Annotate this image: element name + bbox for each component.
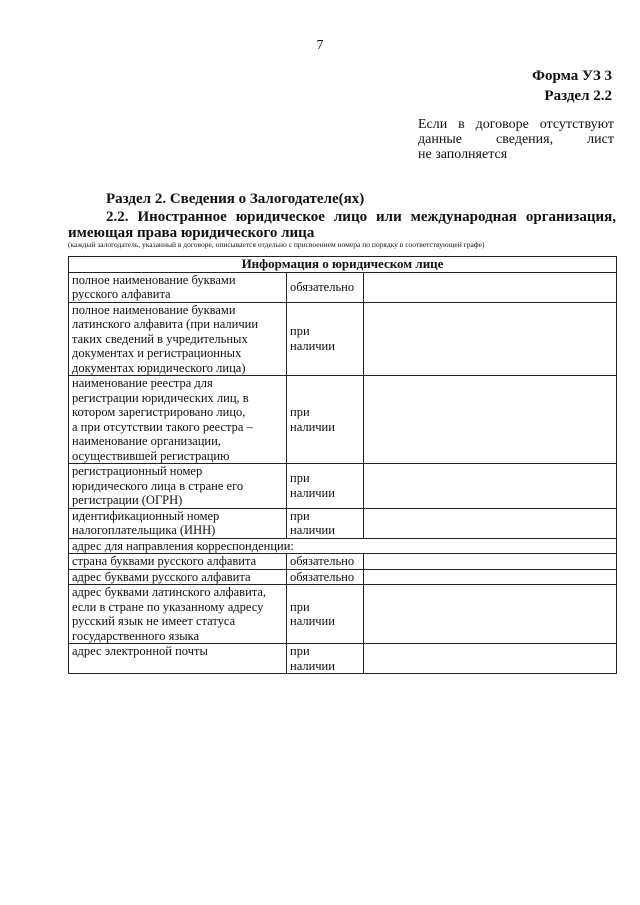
field-label-cell (69, 508, 287, 538)
cell-line: таких сведений в учредительных (72, 331, 248, 346)
requirement-cell (287, 464, 364, 509)
table-row (69, 464, 617, 509)
cell-line: русский язык не имеет статуса (72, 614, 236, 628)
requirement-cell (287, 508, 364, 538)
cell-line: наличии (290, 338, 335, 353)
cell-line: обязательно (290, 554, 355, 568)
field-label-cell (69, 376, 287, 464)
cell-line: при (290, 508, 310, 523)
cell-line: документах и регистрационных (72, 346, 242, 360)
cell-line: наличии (290, 523, 335, 537)
value-cell[interactable] (364, 376, 617, 464)
table-row (69, 272, 617, 302)
cell-line: наличии (290, 614, 335, 628)
cell-line: адрес электронной почты (72, 644, 208, 658)
requirement-cell (287, 644, 364, 674)
cell-line: полное наименование буквами (72, 272, 236, 287)
cell-line: при (290, 644, 310, 658)
cell-line: идентификационный номер (72, 508, 220, 523)
requirement-cell (287, 554, 364, 570)
value-cell[interactable] (364, 464, 617, 509)
subsection-title-line-2: имеющая права юридического лица (68, 225, 315, 241)
cell-line: адрес буквами русского алфавита (72, 569, 251, 584)
footnote: (каждый залогодатель, указанный в договоре, описывается отдельно с присвоением номера по порядку в соответствующей графе) (68, 240, 485, 249)
requirement-cell (287, 569, 364, 585)
field-label-cell (69, 585, 287, 644)
value-cell[interactable] (364, 508, 617, 538)
cell-line: при (290, 471, 310, 486)
cell-line: адрес буквами латинского алфавита, (72, 585, 267, 599)
cell-line: государственного языка (72, 628, 200, 643)
table-row (69, 644, 617, 674)
cell-line: обязательно (290, 569, 355, 584)
section-title: Раздел 2. Сведения о Залогодателе(ях) (106, 191, 365, 207)
requirement-cell (287, 272, 364, 302)
cell-line: обязательно (290, 279, 355, 294)
subsection-title-line-1: 2.2. Иностранное юридическое лицо или международная организация, (106, 209, 616, 225)
cell-line: налогоплательщика (ИНН) (72, 523, 216, 537)
table-row (69, 585, 617, 644)
cell-line: документах юридического лица) (72, 360, 246, 375)
subsection-title (68, 209, 616, 241)
requirement-cell (287, 585, 364, 644)
field-label-cell (69, 464, 287, 509)
address-header-row (69, 538, 617, 554)
table-row (69, 508, 617, 538)
value-cell[interactable] (364, 302, 617, 376)
cell-line: регистрации (ОГРН) (72, 493, 183, 507)
cell-line: котором зарегистрировано лицо, (72, 405, 246, 419)
note-line-2: данные сведения, лист (418, 132, 614, 147)
empty-sheet-note (418, 117, 614, 162)
value-cell[interactable] (364, 554, 617, 570)
table-row (69, 569, 617, 585)
field-label-cell (69, 302, 287, 376)
value-cell[interactable] (364, 272, 617, 302)
field-label-cell (69, 569, 287, 585)
requirement-cell (287, 376, 364, 464)
cell-line: полное наименование буквами (72, 302, 236, 317)
form-code: Форма УЗ 3 (532, 68, 612, 84)
field-label-cell (69, 272, 287, 302)
cell-line: при (290, 324, 310, 339)
table-header-row (69, 257, 617, 273)
cell-line: русского алфавита (72, 287, 171, 301)
cell-line: осуществившей регистрацию (72, 448, 230, 463)
field-label-cell (69, 644, 287, 674)
cell-line: а при отсутствии такого реестра – (72, 419, 253, 434)
requirement-cell (287, 302, 364, 376)
form-section: Раздел 2.2 (544, 88, 612, 104)
note-line-1: Если в договоре отсутствуют (418, 117, 614, 132)
table-row (69, 554, 617, 570)
cell-line: наличии (290, 419, 335, 434)
cell-line: регистрации юридических лиц, в (72, 390, 249, 405)
cell-line: наличии (290, 658, 335, 673)
legal-entity-info-table (68, 256, 617, 674)
cell-line: юридического лица в стране его (72, 478, 244, 493)
form-code-block (532, 66, 612, 106)
cell-line: страна буквами русского алфавита (72, 554, 257, 568)
cell-line: латинского алфавита (при наличии (72, 317, 259, 331)
note-line-3: не заполняется (418, 147, 508, 162)
cell-line: при (290, 405, 310, 419)
table-row (69, 302, 617, 376)
cell-line: при (290, 599, 310, 614)
value-cell[interactable] (364, 644, 617, 674)
table-header: Информация о юридическом лице (69, 257, 617, 273)
cell-line: если в стране по указанному адресу (72, 599, 264, 614)
address-header: адрес для направления корреспонденции: (69, 538, 617, 554)
field-label-cell (69, 554, 287, 570)
cell-line: наименование реестра для (72, 376, 213, 390)
value-cell[interactable] (364, 569, 617, 585)
cell-line: регистрационный номер (72, 464, 203, 478)
value-cell[interactable] (364, 585, 617, 644)
cell-line: наименование организации, (72, 434, 221, 448)
table-row (69, 376, 617, 464)
page-number: 7 (316, 38, 324, 53)
cell-line: наличии (290, 485, 335, 500)
